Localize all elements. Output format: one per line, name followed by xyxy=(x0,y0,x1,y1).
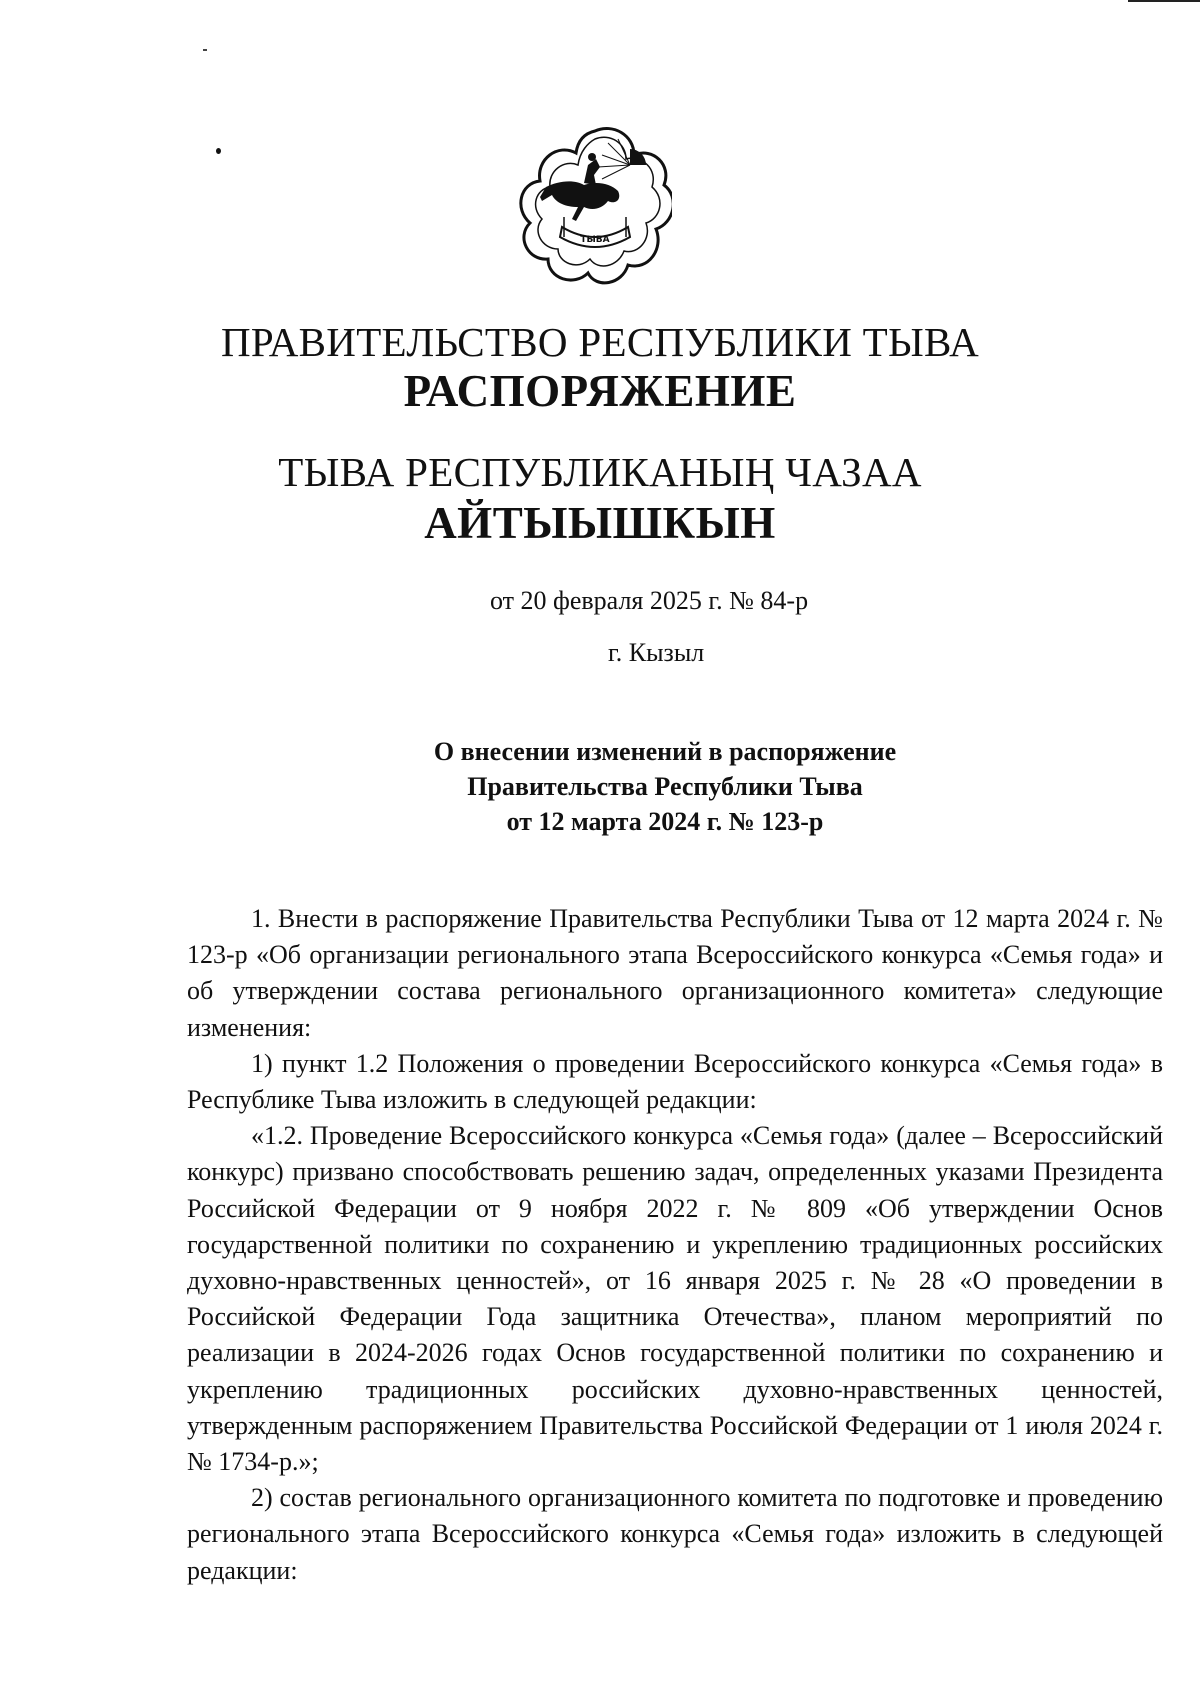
subject-line: О внесении изменений в распоряжение xyxy=(433,737,897,766)
scan-mark xyxy=(1128,0,1200,2)
document-city: г. Кызыл xyxy=(608,638,705,667)
government-title-tv: ТЫВА РЕСПУБЛИКАНЫҢ ЧАЗАА xyxy=(278,449,922,495)
tuva-coat-of-arms-icon xyxy=(518,125,672,285)
document-date-number: от 20 февраля 2025 г. № 84-р xyxy=(490,586,809,615)
body-paragraph: «1.2. Проведение Всероссийского конкурса «Семья года» (далее – Всероссийский конкурс) призвано способствовать решению задач, определенных указами Президента Российской Федерации от 9 ноября 2022 г. № 809 «Об утверждении Основ государственной политики по сохранению и укреплению традиционных российских духовно-нравственных ценностей», от 16 января 2025 г. № 28 «О проведении в Российской Федерации Года защитника Отечества», планом мероприятий по реализации в 2024-2026 годах Основ государственной политики по сохранению и укреплению традиционных российских духовно-нравственных ценностей, утвержденным распоряжением Правительства Российской Федерации от 1 июля 2024 г. № 1734-р.»; xyxy=(187,1121,1163,1477)
document-type-tv: АЙТЫЫШКЫН xyxy=(424,498,776,548)
body-paragraph: 2) состав регионального организационного комитета по подготовке и проведению регионального этапа Всероссийского конкурса «Семья года» изложить в следующей редакции: xyxy=(187,1483,1163,1585)
body-paragraph: 1) пункт 1.2 Положения о проведении Всероссийского конкурса «Семья года» в Республике Тыва изложить в следующей редакции: xyxy=(187,1048,1163,1115)
subject-line: от 12 марта 2024 г. № 123-р xyxy=(506,807,824,836)
scan-speck xyxy=(216,148,221,154)
scan-speck xyxy=(203,49,207,51)
document-type-ru: РАСПОРЯЖЕНИЕ xyxy=(403,366,797,416)
document-subject xyxy=(0,734,1200,839)
subject-line: Правительства Республики Тыва xyxy=(467,772,863,801)
government-title-ru: ПРАВИТЕЛЬСТВО РЕСПУБЛИКИ ТЫВА xyxy=(220,319,980,365)
body-paragraph: 1. Внести в распоряжение Правительства Республики Тыва от 12 марта 2024 г. № 123-р «Об организации регионального этапа Всероссийского конкурса «Семья года» и об утверждении состава регионального организационного комитета» следующие изменения: xyxy=(187,904,1163,1042)
emblem-banner-text: ТЫВА xyxy=(580,235,610,245)
document-body xyxy=(187,901,1163,1589)
